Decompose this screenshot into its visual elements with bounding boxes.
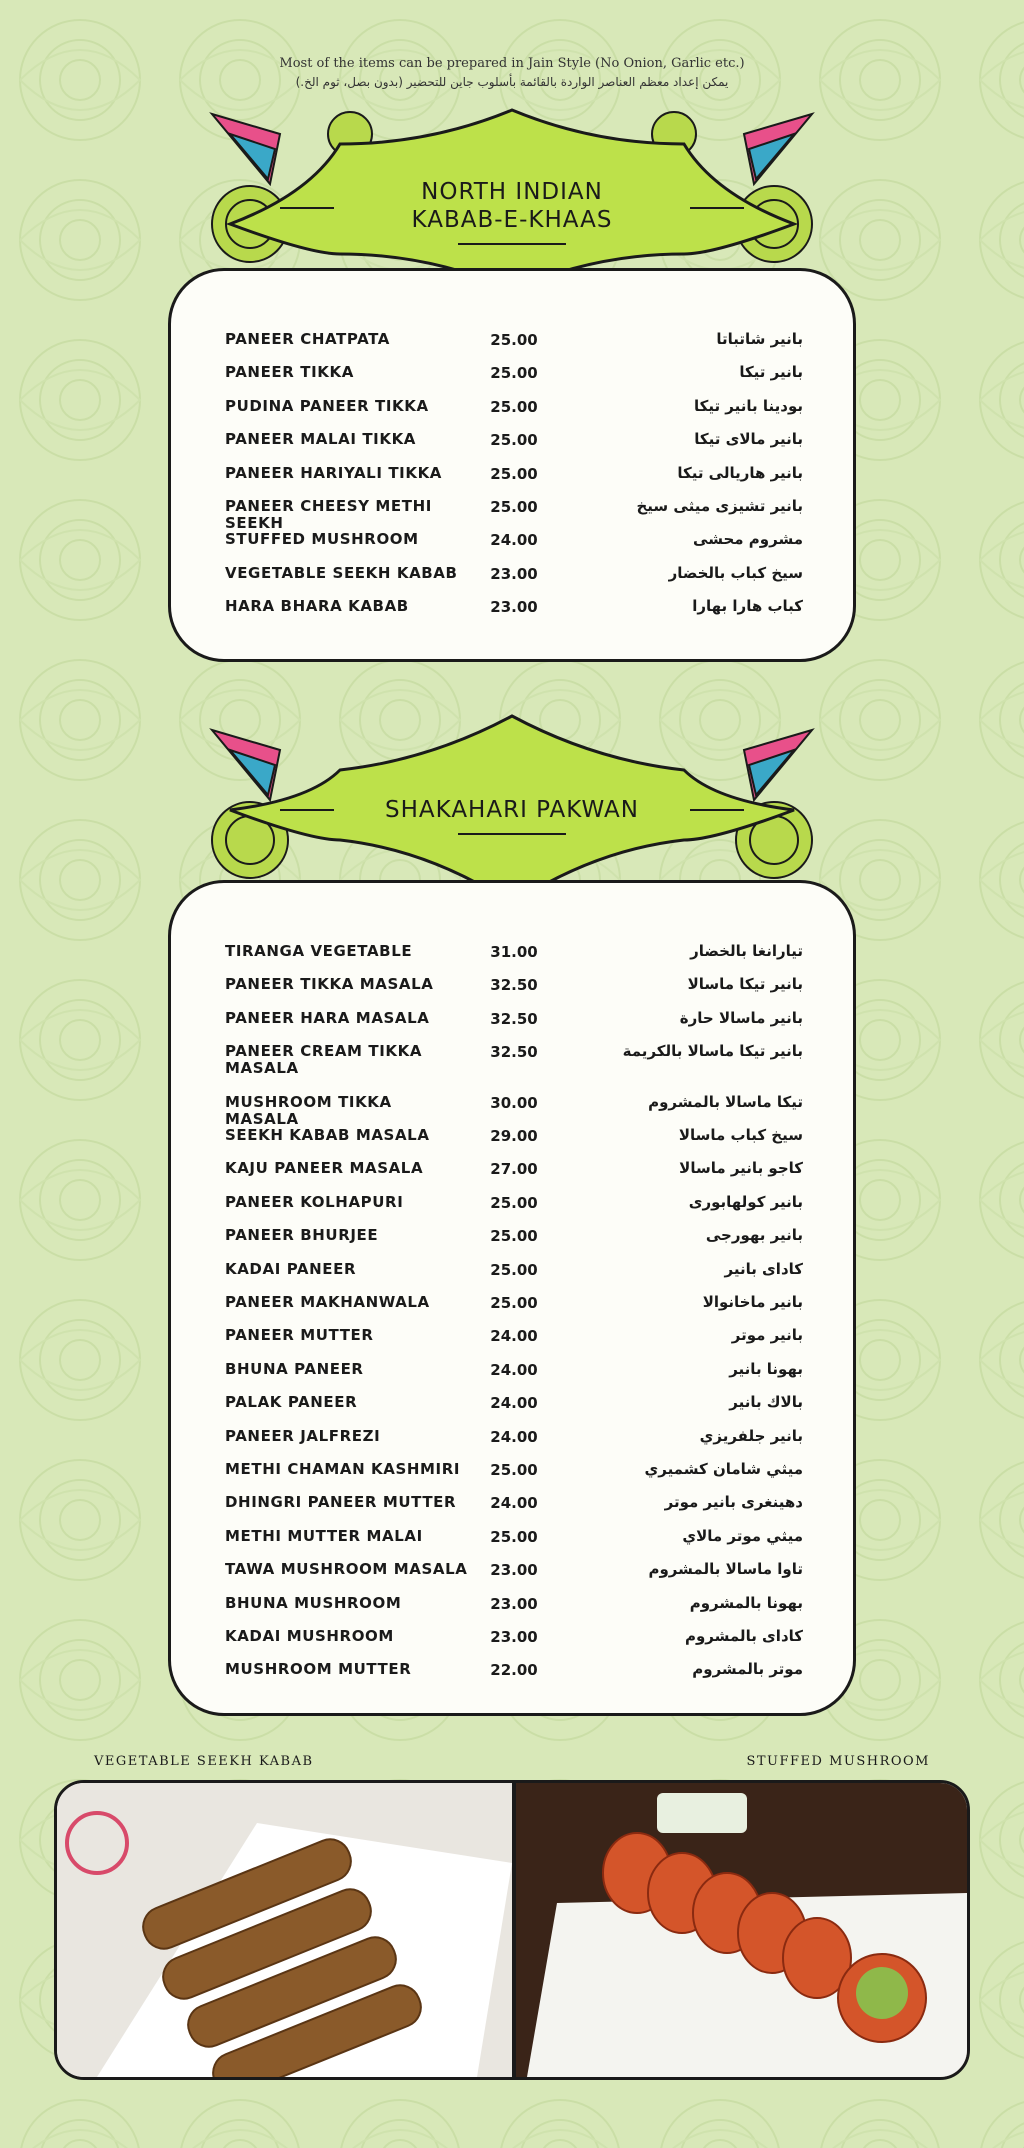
menu-item-name: KAJU PANEER MASALA bbox=[225, 1159, 424, 1178]
menu-item-name: PANEER MALAI TIKKA bbox=[225, 430, 417, 449]
menu-item-price: 25.00 bbox=[490, 1461, 538, 1479]
menu-item-name: KADAI MUSHROOM bbox=[225, 1627, 394, 1645]
section1-menu-card bbox=[168, 268, 856, 662]
menu-item-arabic-name: بانير ماسالا حارة bbox=[679, 1008, 803, 1027]
menu-item-row bbox=[225, 1593, 803, 1617]
menu-item-name: PUDINA PANEER TIKKA bbox=[225, 396, 429, 415]
section1-title-line1: NORTH INDIAN bbox=[421, 179, 603, 205]
menu-item-arabic-name: سيخ كباب بالخضار bbox=[668, 563, 803, 582]
menu-item-name: PANEER TIKKA MASALA bbox=[225, 975, 434, 994]
menu-item-row bbox=[225, 496, 803, 532]
menu-item-arabic-name: بانير جلفريزي bbox=[699, 1426, 803, 1445]
menu-item-price: 23.00 bbox=[490, 598, 538, 617]
menu-item-row bbox=[225, 974, 803, 998]
menu-item-row bbox=[225, 1292, 803, 1316]
menu-item-row bbox=[225, 463, 803, 487]
menu-item-row bbox=[225, 563, 803, 587]
menu-item-name: PANEER MAKHANWALA bbox=[225, 1293, 430, 1311]
menu-item-name: HARA BHARA KABAB bbox=[225, 597, 409, 616]
menu-item-name: PANEER TIKKA bbox=[225, 363, 354, 382]
menu-item-arabic-name: مشروم محشى bbox=[693, 530, 803, 549]
menu-item-price: 23.00 bbox=[490, 564, 538, 583]
menu-item-price: 25.00 bbox=[490, 498, 538, 516]
menu-item-row bbox=[225, 1492, 803, 1516]
menu-item-row bbox=[225, 1426, 803, 1450]
menu-item-row bbox=[225, 1008, 803, 1032]
menu-item-arabic-name: دهينغرى بانير موتر bbox=[664, 1493, 803, 1512]
food-photo-illustration bbox=[57, 1783, 967, 2077]
mushroom-filling bbox=[856, 1967, 908, 2019]
menu-item-row bbox=[225, 1325, 803, 1349]
menu-item-price: 23.00 bbox=[490, 1594, 538, 1613]
menu-item-arabic-name: تيارانغا بالخضار bbox=[690, 942, 803, 960]
photo-label-right: STUFFED MUSHROOM bbox=[746, 1754, 930, 1769]
menu-item-price: 25.00 bbox=[490, 431, 538, 450]
menu-item-name: PANEER HARIYALI TIKKA bbox=[225, 463, 443, 482]
menu-item-row bbox=[225, 1225, 803, 1249]
menu-item-arabic-name: بودينا بانير تيكا bbox=[693, 396, 803, 415]
menu-item-name: MUSHROOM MUTTER bbox=[225, 1660, 412, 1679]
menu-item-row bbox=[225, 941, 803, 965]
menu-item-price: 29.00 bbox=[490, 1127, 538, 1145]
menu-item-row bbox=[225, 362, 803, 386]
menu-item-name: KADAI PANEER bbox=[225, 1259, 357, 1278]
menu-item-price: 23.00 bbox=[490, 1561, 538, 1580]
menu-item-row bbox=[225, 1158, 803, 1182]
section1-title-line2: KABAB-E-KHAAS bbox=[411, 207, 613, 233]
menu-item-arabic-name: بانير بهورجى bbox=[705, 1226, 803, 1245]
menu-item-name: VEGETABLE SEEKH KABAB bbox=[225, 563, 458, 582]
menu-item-price: 25.00 bbox=[490, 1527, 538, 1546]
menu-item-row bbox=[225, 529, 803, 553]
menu-item-price: 24.00 bbox=[490, 1394, 538, 1413]
menu-item-price: 22.00 bbox=[490, 1661, 538, 1680]
menu-item-name: DHINGRI PANEER MUTTER bbox=[225, 1493, 457, 1512]
menu-item-row bbox=[225, 1626, 803, 1650]
menu-item-price: 25.00 bbox=[490, 1294, 538, 1312]
menu-item-arabic-name: كباب هارا بهارا bbox=[692, 597, 803, 616]
menu-item-name: METHI MUTTER MALAI bbox=[225, 1526, 423, 1545]
menu-item-arabic-name: بهونا بانير bbox=[729, 1359, 803, 1378]
menu-item-row bbox=[225, 1559, 803, 1583]
menu-item-price: 24.00 bbox=[490, 531, 538, 550]
menu-item-arabic-name: كاداى بالمشروم bbox=[684, 1627, 803, 1645]
menu-item-price: 25.00 bbox=[490, 364, 538, 383]
menu-item-price: 23.00 bbox=[490, 1628, 538, 1646]
menu-item-arabic-name: بانير تشيزى ميثى سيخ bbox=[636, 497, 803, 515]
menu-item-row bbox=[225, 1259, 803, 1283]
menu-item-price: 25.00 bbox=[490, 1227, 538, 1246]
menu-item-row bbox=[225, 1392, 803, 1416]
menu-item-name: PANEER MUTTER bbox=[225, 1326, 374, 1345]
menu-item-name: PANEER CREAM TIKKA MASALA bbox=[225, 1042, 423, 1078]
section1-title bbox=[0, 178, 1024, 234]
menu-item-row bbox=[225, 396, 803, 420]
menu-item-price: 25.00 bbox=[490, 464, 538, 483]
menu-item-price: 24.00 bbox=[490, 1327, 538, 1346]
food-photos bbox=[54, 1780, 970, 2080]
dip-bowl bbox=[657, 1793, 747, 1833]
menu-item-arabic-name: بانير مالاى تيكا bbox=[694, 430, 803, 449]
menu-item-name: SEEKH KABAB MASALA bbox=[225, 1126, 430, 1144]
menu-item-price: 32.50 bbox=[490, 976, 538, 995]
menu-item-price: 25.00 bbox=[490, 1260, 538, 1279]
menu-item-arabic-name: سيخ كباب ماسالا bbox=[678, 1126, 803, 1144]
menu-item-name: PALAK PANEER bbox=[225, 1393, 358, 1412]
menu-item-name: MUSHROOM TIKKA MASALA bbox=[225, 1092, 392, 1128]
menu-item-arabic-name: ميثي شامان كشميري bbox=[644, 1460, 803, 1478]
menu-item-name: PANEER BHURJEE bbox=[225, 1226, 379, 1245]
menu-item-price: 27.00 bbox=[490, 1160, 538, 1179]
menu-item-arabic-name: كاداى بانير bbox=[724, 1259, 803, 1278]
menu-item-name: PANEER HARA MASALA bbox=[225, 1008, 430, 1027]
menu-item-price: 24.00 bbox=[490, 1427, 538, 1446]
photo-divider bbox=[512, 1783, 516, 2077]
menu-item-arabic-name: بانير هاريالى تيكا bbox=[677, 463, 803, 482]
menu-item-name: PANEER CHATPATA bbox=[225, 330, 391, 348]
menu-item-row bbox=[225, 1092, 803, 1128]
jain-style-notice-arabic: يمكن إعداد معظم العناصر الواردة بالقائمة بأسلوب جاين للتحضير (بدون بصل، ثوم الخ.) bbox=[295, 75, 729, 89]
menu-item-price: 25.00 bbox=[490, 397, 538, 416]
menu-item-price: 24.00 bbox=[490, 1360, 538, 1379]
menu-item-name: TAWA MUSHROOM MASALA bbox=[225, 1560, 468, 1579]
menu-item-row bbox=[225, 1192, 803, 1216]
menu-item-row bbox=[225, 1041, 803, 1078]
menu-item-price: 31.00 bbox=[490, 943, 538, 961]
menu-item-row bbox=[225, 429, 803, 453]
menu-item-price: 30.00 bbox=[490, 1093, 538, 1112]
menu-item-price: 25.00 bbox=[490, 331, 538, 349]
menu-item-arabic-name: تاوا ماسالا بالمشروم bbox=[648, 1560, 803, 1579]
menu-item-name: METHI CHAMAN KASHMIRI bbox=[225, 1460, 461, 1478]
menu-item-price: 32.50 bbox=[490, 1009, 538, 1028]
menu-item-arabic-name: بانير تيكا ماسالا bbox=[687, 975, 803, 994]
menu-item-price: 24.00 bbox=[490, 1494, 538, 1513]
menu-item-arabic-name: تيكا ماسالا بالمشروم bbox=[648, 1092, 803, 1111]
menu-item-price: 32.50 bbox=[490, 1043, 538, 1062]
menu-item-name: BHUNA PANEER bbox=[225, 1359, 364, 1378]
menu-item-row bbox=[225, 1659, 803, 1683]
menu-item-name: STUFFED MUSHROOM bbox=[225, 530, 419, 549]
section2-menu-card bbox=[168, 880, 856, 1716]
menu-item-row bbox=[225, 1125, 803, 1149]
menu-item-arabic-name: موتر بالمشروم bbox=[692, 1660, 803, 1679]
menu-item-arabic-name: بالاك بانير bbox=[729, 1393, 803, 1412]
menu-item-arabic-name: كاجو بانير ماسالا bbox=[679, 1159, 803, 1178]
menu-item-row bbox=[225, 1459, 803, 1483]
photo-label-left: VEGETABLE SEEKH KABAB bbox=[94, 1754, 314, 1769]
menu-item-arabic-name: بانير تيكا bbox=[739, 363, 803, 382]
menu-item-row bbox=[225, 596, 803, 620]
menu-item-arabic-name: بانير تيكا ماسالا بالكريمة bbox=[622, 1042, 803, 1061]
jain-style-notice: Most of the items can be prepared in Jain Style (No Onion, Garlic etc.) bbox=[279, 56, 745, 71]
menu-item-row bbox=[225, 329, 803, 353]
menu-item-arabic-name: بانير كولهابورى bbox=[688, 1192, 803, 1211]
section2-title: SHAKAHARI PAKWAN bbox=[385, 797, 639, 823]
menu-item-row bbox=[225, 1526, 803, 1550]
menu-item-arabic-name: بانير ماخانوالا bbox=[702, 1293, 803, 1311]
menu-item-name: PANEER CHEESY METHI SEEKH bbox=[225, 497, 432, 532]
menu-item-name: TIRANGA VEGETABLE bbox=[225, 942, 413, 960]
menu-item-name: BHUNA MUSHROOM bbox=[225, 1593, 402, 1612]
menu-item-arabic-name: بانير موتر bbox=[731, 1326, 803, 1345]
menu-item-name: PANEER KOLHAPURI bbox=[225, 1192, 404, 1211]
menu-item-arabic-name: بهونا بالمشروم bbox=[689, 1593, 803, 1612]
menu-item-price: 25.00 bbox=[490, 1193, 538, 1212]
menu-item-arabic-name: بانير شاتباتا bbox=[716, 330, 803, 348]
menu-item-name: PANEER JALFREZI bbox=[225, 1426, 381, 1445]
menu-item-row bbox=[225, 1359, 803, 1383]
menu-item-arabic-name: ميثي موتر مالاي bbox=[682, 1526, 803, 1545]
